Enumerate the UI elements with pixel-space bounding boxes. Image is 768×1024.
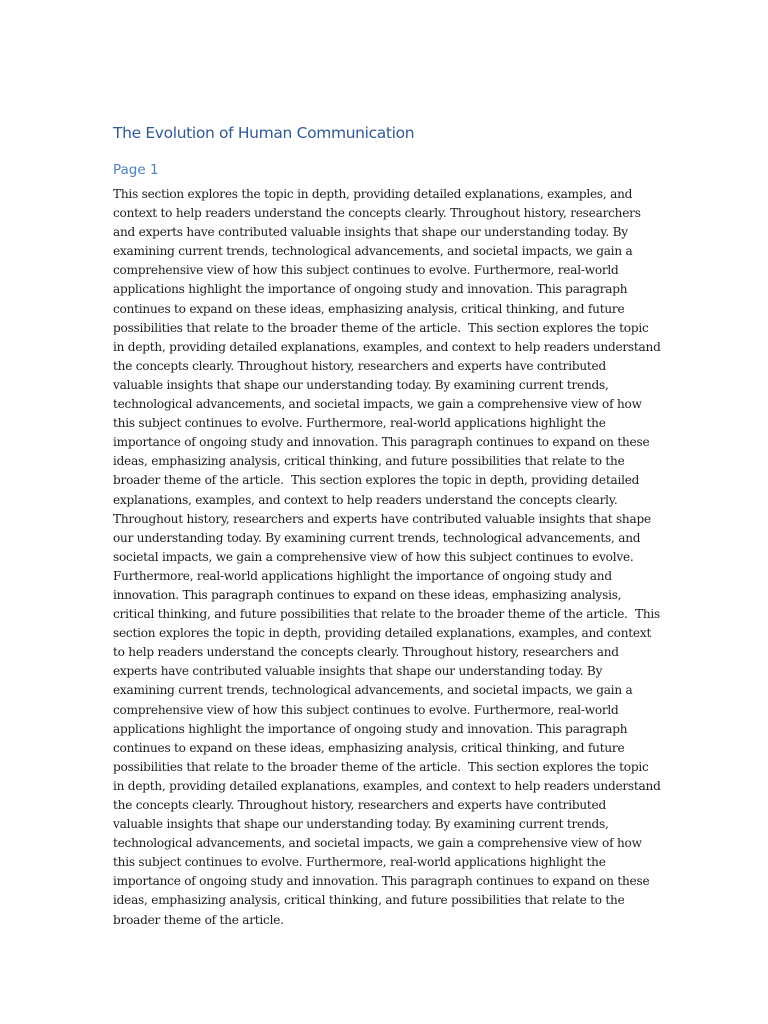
body-text-line: valuable insights that shape our understanding today. By examining current trends, (113, 817, 609, 832)
body-text-line: technological advancements, and societal impacts, we gain a comprehensive view of how (113, 836, 642, 851)
body-text-line: innovation. This paragraph continues to expand on these ideas, emphasizing analysis, (113, 587, 622, 602)
body-paragraph (113, 185, 673, 930)
body-text-line: technological advancements, and societal impacts, we gain a comprehensive view of how (113, 397, 642, 412)
body-text-line: explanations, examples, and context to help readers understand the concepts clearly. (113, 492, 618, 507)
body-text-line: critical thinking, and future possibilities that relate to the broader theme of the article. This (113, 607, 661, 622)
body-text-line: in depth, providing detailed explanations, examples, and context to help readers understand (113, 778, 661, 793)
body-text-line: valuable insights that shape our understanding today. By examining current trends, (113, 377, 609, 392)
body-text-line: in depth, providing detailed explanations, examples, and context to help readers understand (113, 339, 661, 354)
body-text-line: broader theme of the article. This section explores the topic in depth, providing detailed (113, 473, 640, 488)
body-text-line: possibilities that relate to the broader theme of the article. This section explores the topic (113, 759, 649, 774)
body-text-line: experts have contributed valuable insights that shape our understanding today. By (113, 664, 603, 679)
body-text-line: possibilities that relate to the broader theme of the article. This section explores the topic (113, 320, 649, 335)
body-text-line: continues to expand on these ideas, emphasizing analysis, critical thinking, and future (113, 740, 625, 755)
body-text-line: examining current trends, technological advancements, and societal impacts, we gain a (113, 244, 633, 259)
body-text-line: to help readers understand the concepts clearly. Throughout history, researchers and (113, 645, 619, 660)
body-text-line: This section explores the topic in depth, providing detailed explanations, examples, and (113, 187, 633, 201)
body-text-line: context to help readers understand the concepts clearly. Throughout history, researchers (113, 206, 641, 221)
body-text-line: ideas, emphasizing analysis, critical thinking, and future possibilities that relate to the (113, 893, 625, 908)
body-text-line: applications highlight the importance of ongoing study and innovation. This paragraph (113, 282, 628, 297)
page-heading: Page 1 (113, 162, 159, 178)
document-title: The Evolution of Human Communication (113, 124, 415, 142)
body-text-line: ideas, emphasizing analysis, critical thinking, and future possibilities that relate to the (113, 454, 625, 469)
body-text-line: this subject continues to evolve. Furthermore, real-world applications highlight the (113, 855, 606, 870)
body-text-line: continues to expand on these ideas, emphasizing analysis, critical thinking, and future (113, 301, 625, 316)
body-text-line: comprehensive view of how this subject continues to evolve. Furthermore, real-world (113, 263, 619, 278)
body-text-line: our understanding today. By examining current trends, technological advancements, and (113, 530, 641, 545)
body-text-line: examining current trends, technological advancements, and societal impacts, we gain a (113, 683, 633, 698)
body-text-line: the concepts clearly. Throughout history, researchers and experts have contributed (113, 798, 606, 812)
body-text-line: the concepts clearly. Throughout history, researchers and experts have contributed (113, 358, 606, 373)
body-text-line: importance of ongoing study and innovation. This paragraph continues to expand on these (113, 435, 650, 450)
body-text-line: importance of ongoing study and innovation. This paragraph continues to expand on these (113, 874, 650, 889)
body-text-line: societal impacts, we gain a comprehensive view of how this subject continues to evolve. (113, 549, 634, 564)
body-text-line: Furthermore, real-world applications highlight the importance of ongoing study and (113, 568, 612, 583)
body-text-line: Throughout history, researchers and experts have contributed valuable insights that shape (113, 511, 651, 526)
body-text-line: broader theme of the article. (113, 912, 284, 927)
body-text-line: and experts have contributed valuable insights that shape our understanding today. By (113, 225, 628, 240)
body-text-line: comprehensive view of how this subject continues to evolve. Furthermore, real-world (113, 702, 619, 717)
body-text-line: this subject continues to evolve. Furthermore, real-world applications highlight the (113, 416, 606, 431)
body-text-line: section explores the topic in depth, providing detailed explanations, examples, and context (113, 626, 652, 641)
body-text-line: applications highlight the importance of ongoing study and innovation. This paragraph (113, 721, 628, 736)
